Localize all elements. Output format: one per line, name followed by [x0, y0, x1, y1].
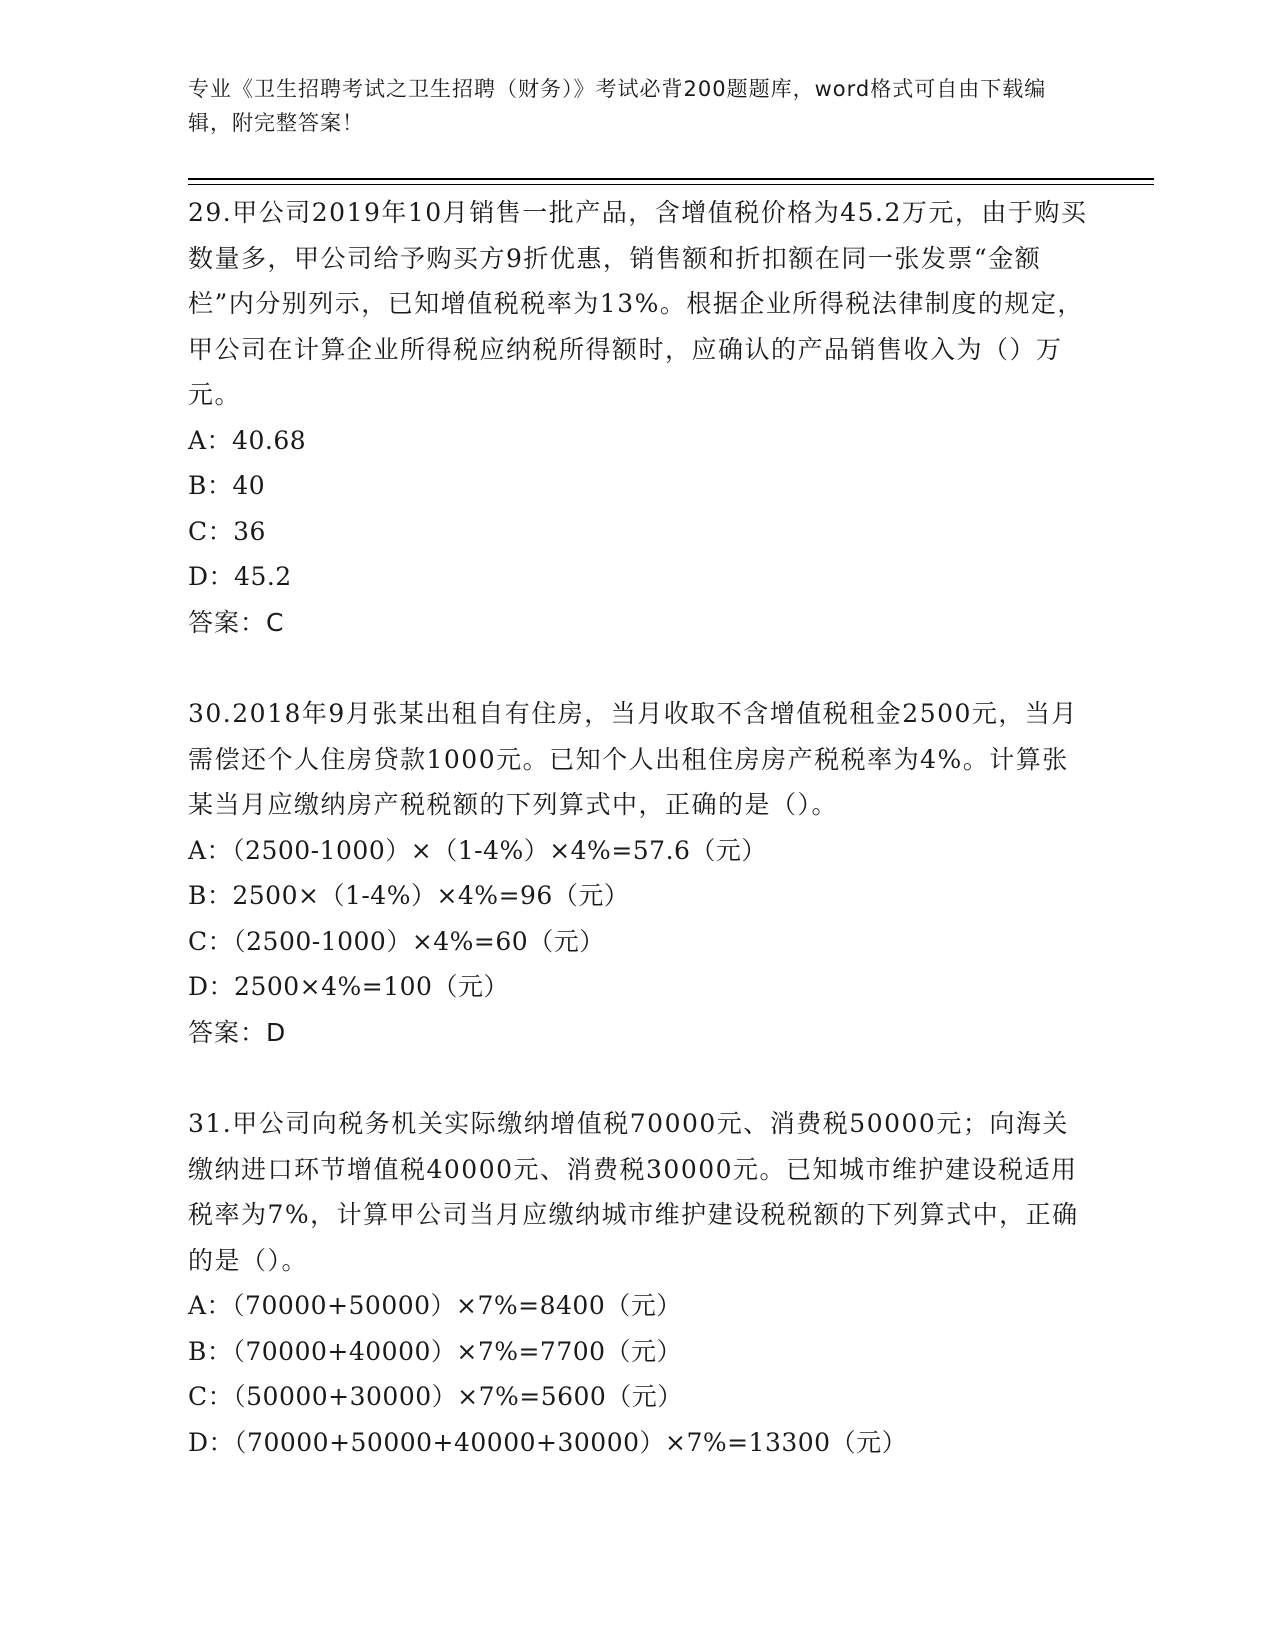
- header-divider-thick: [188, 178, 1154, 180]
- question-stem: 31.甲公司向税务机关实际缴纳增值税70000元、消费税50000元；向海关缴纳进口环节增值税40000元、消费税30000元。已知城市维护建设税适用税率为7%，计算甲公司当月应缴纳城市维护建设税税额的下列算式中，正确的是（）。: [188, 1109, 1079, 1275]
- option-a: A：40.68: [188, 425, 307, 455]
- header-divider-thin: [188, 184, 1154, 185]
- answer-label: 答案：D: [188, 1017, 287, 1047]
- option-d: D：（70000+50000+40000+30000）×7%=13300（元）: [188, 1427, 908, 1457]
- option-b: B：40: [188, 471, 266, 500]
- option-d: D：2500×4%=100（元）: [188, 972, 509, 1001]
- option-c: C：（50000+30000）×7%=5600（元）: [188, 1382, 683, 1411]
- question-31: [188, 1101, 1088, 1465]
- question-list: [188, 190, 1088, 1511]
- option-a: A：（70000+50000）×7%=8400（元）: [188, 1291, 682, 1320]
- document-header: 专业《卫生招聘考试之卫生招聘（财务）》考试必背200题题库，word格式可自由下载编辑，附完整答案！: [188, 77, 1047, 135]
- question-29: [188, 190, 1088, 645]
- option-b: B：（70000+40000）×7%=7700（元）: [188, 1336, 683, 1366]
- option-a: A：（2500-1000）×（1-4%）×4%=57.6（元）: [188, 835, 767, 865]
- question-30: [188, 691, 1088, 1055]
- question-stem: 29.甲公司2019年10月销售一批产品，含增值税价格为45.2万元，由于购买数量多，甲公司给予购买方9折优惠，销售额和折扣额在同一张发票“金额栏”内分别列示，已知增值税税率为13%。根据企业所得税法律制度的规定，甲公司在计算企业所得税应纳税所得额时，应确认的产品销售收入为（）万元。: [188, 198, 1088, 409]
- question-stem: 30.2018年9月张某出租自有住房，当月收取不含增值税租金2500元，当月需偿还个人住房贷款1000元。已知个人出租住房房产税税率为4%。计算张某当月应缴纳房产税税额的下列算式中，正确的是（）。: [188, 699, 1078, 819]
- option-b: B：2500×（1-4%）×4%=96（元）: [188, 881, 630, 910]
- option-d: D：45.2: [188, 562, 292, 591]
- option-c: C：（2500-1000）×4%=60（元）: [188, 926, 605, 956]
- option-c: C：36: [188, 516, 266, 546]
- answer-label: 答案：C: [188, 607, 285, 637]
